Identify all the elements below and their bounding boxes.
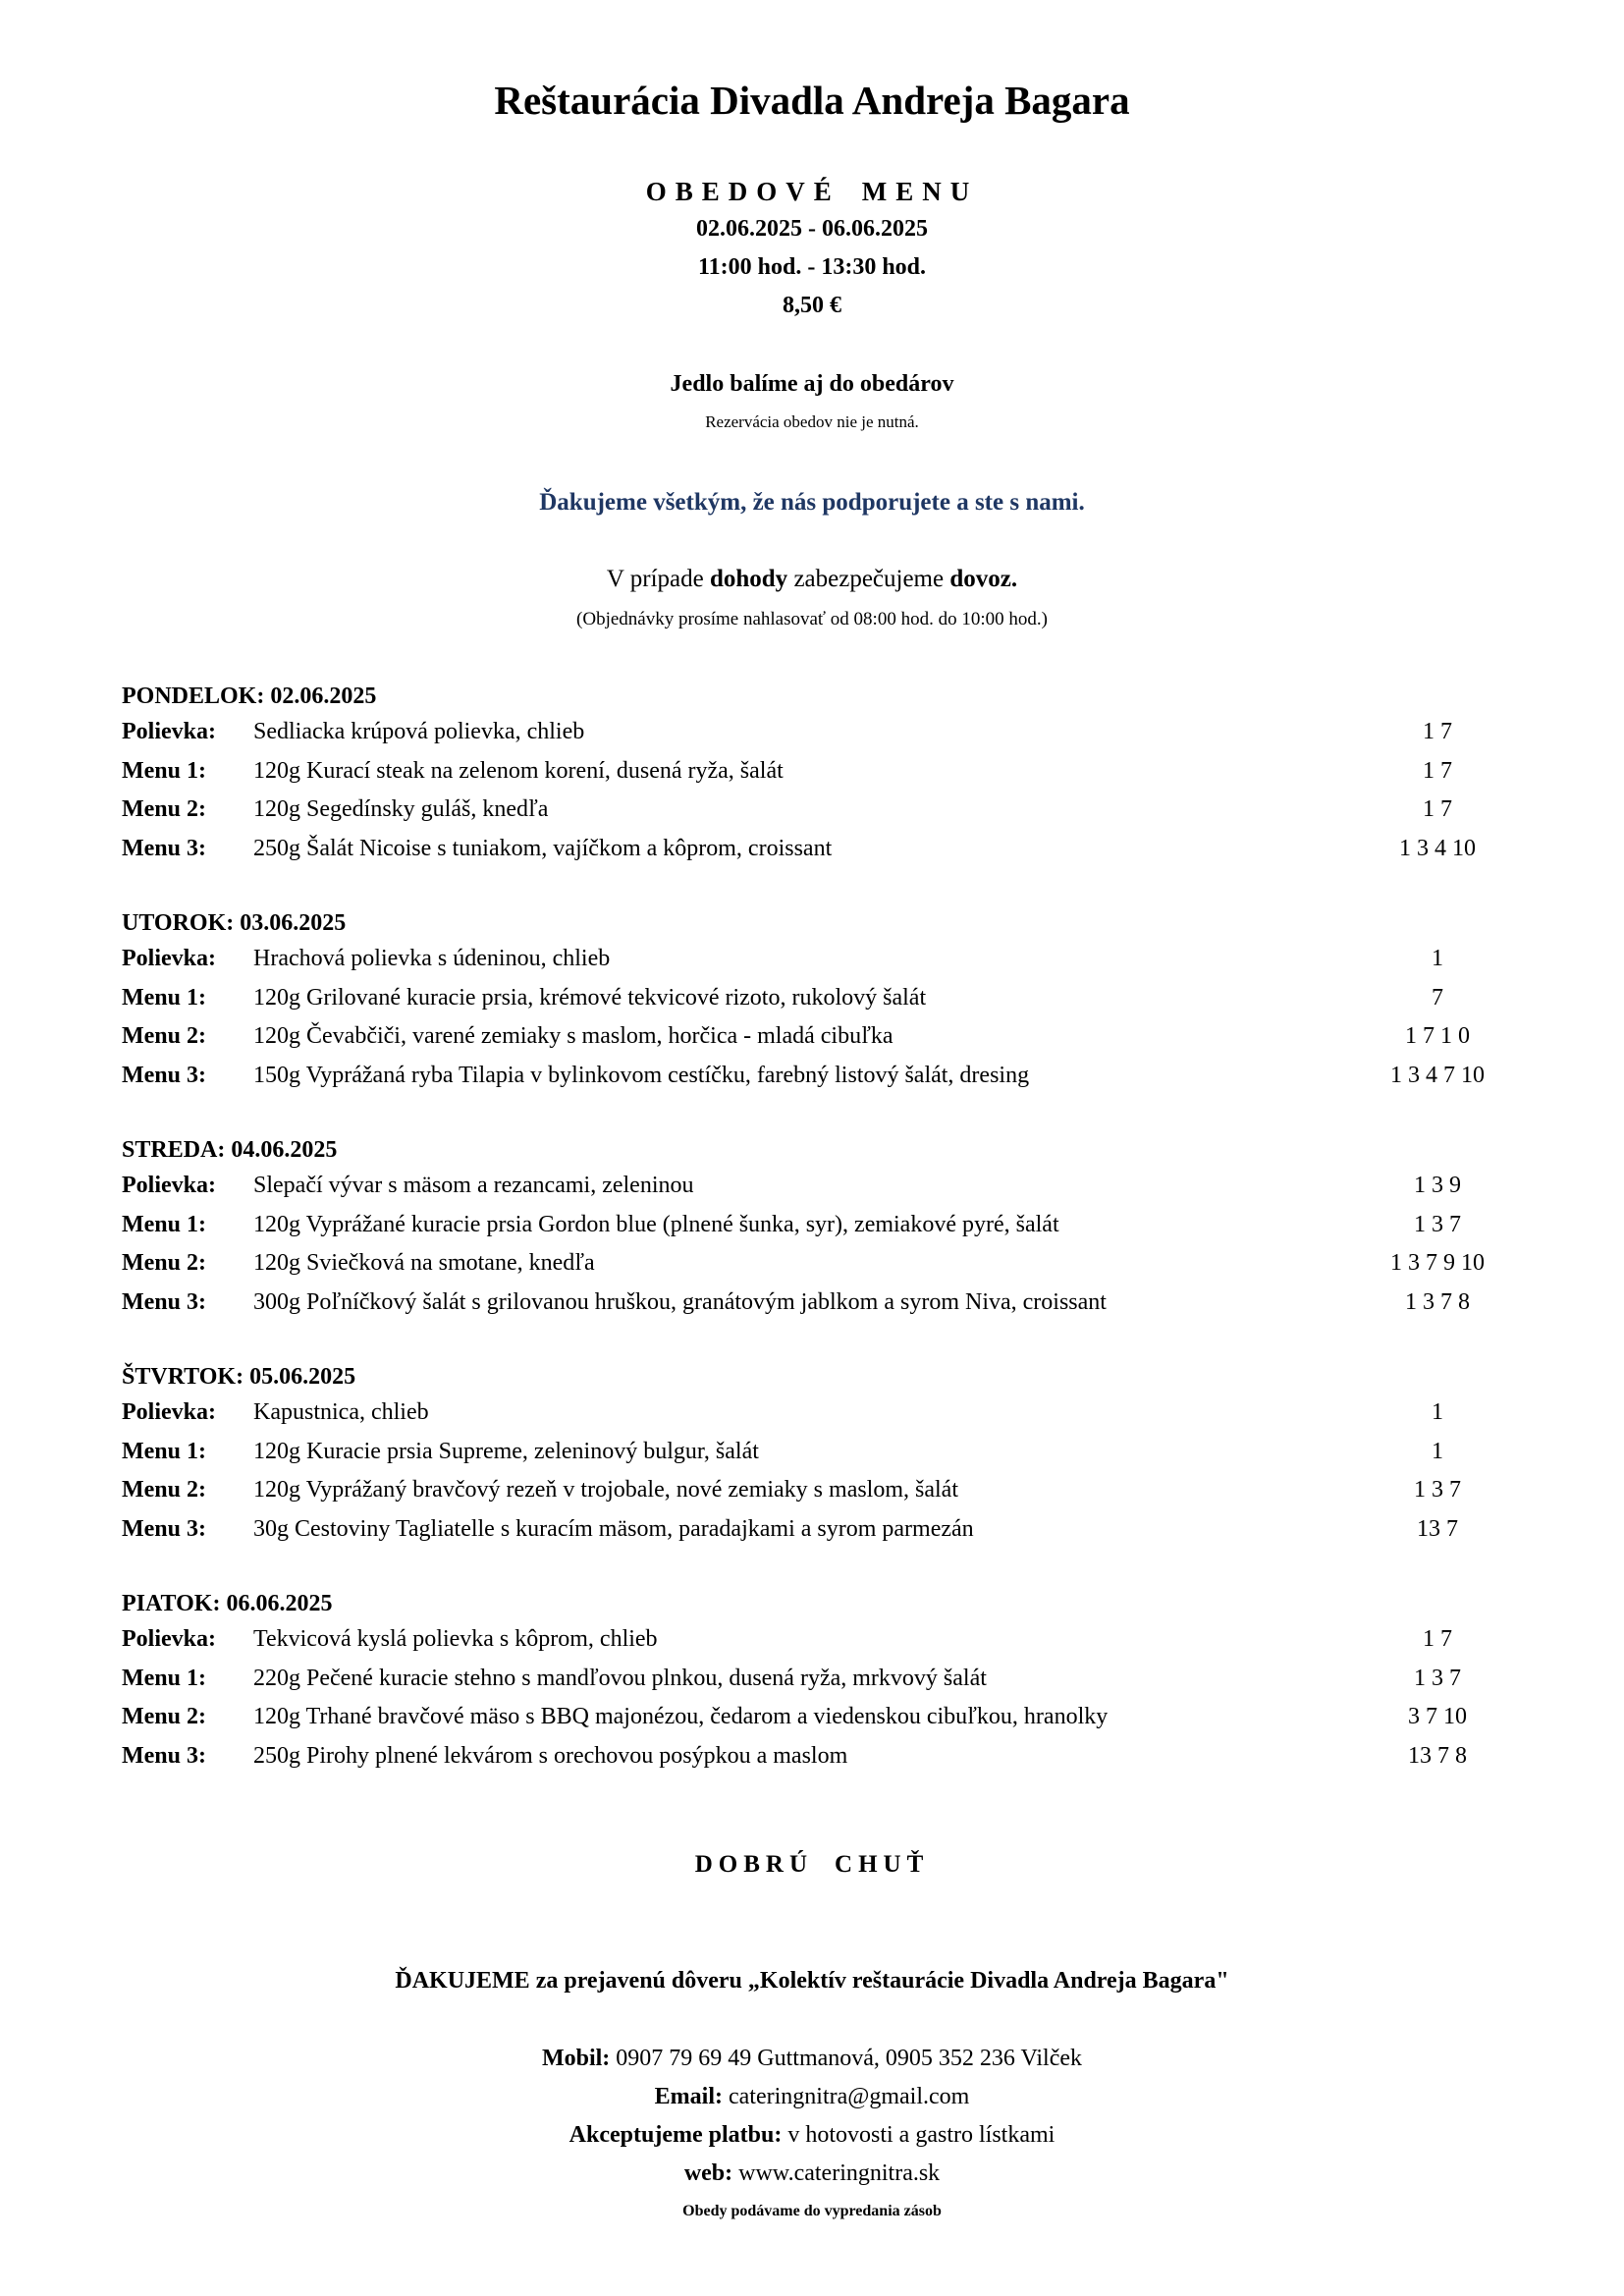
menu-row: [122, 1206, 1536, 1245]
allergens: 1 7 1 0: [1405, 1023, 1470, 1049]
menu-heading: [0, 177, 1624, 207]
dish-name: Sedliacka krúpová polievka, chlieb: [253, 719, 585, 744]
mobile-label: Mobil:: [541, 2046, 611, 2071]
row-label: Menu 2:: [122, 1023, 206, 1049]
orders-note: (Objednávky prosíme nahlasovať od 08:00 hod. do 10:00 hod.): [576, 609, 1048, 629]
dish-name: 120g Vyprážané kuracie prsia Gordon blue (plnené šunka, syr), zemiakové pyré, šalát: [253, 1211, 1059, 1237]
dish-name: Slepačí vývar s mäsom a rezancami, zeleninou: [253, 1173, 694, 1198]
web-value: www.cateringnitra.sk: [732, 2160, 941, 2186]
menu-row: [122, 1433, 1536, 1472]
dish-name: 120g Čevabčiči, varené zemiaky s maslom, horčica - mladá cibuľka: [253, 1023, 893, 1049]
allergens: 1 3 4 7 10: [1390, 1062, 1485, 1088]
payment-label: Akceptujeme platbu:: [568, 2122, 783, 2148]
row-label: Polievka:: [122, 946, 216, 971]
payment-value: v hotovosti a gastro lístkami: [782, 2122, 1056, 2148]
delivery-bold-1: dohody: [709, 566, 788, 592]
web-contact: [0, 2160, 1624, 2187]
delivery-text-2: zabezpečujeme: [787, 566, 950, 592]
day-title: STREDA: 04.06.2025: [122, 1137, 338, 1163]
delivery-note: [0, 566, 1624, 593]
menu-row: [122, 1167, 1536, 1206]
row-label: Polievka:: [122, 1173, 216, 1198]
row-label: Menu 1:: [122, 984, 206, 1011]
opening-hours: 11:00 hod. - 13:30 hod.: [697, 254, 927, 280]
dish-name: 120g Sviečková na smotane, knedľa: [253, 1250, 595, 1276]
allergens: 1 3 7 9 10: [1390, 1250, 1485, 1276]
allergens: 1 3 4 10: [1399, 835, 1476, 861]
packing-note: Jedlo balíme aj do obedárov: [670, 371, 954, 397]
email-value: cateringnitra@gmail.com: [722, 2084, 970, 2109]
row-label: Menu 2:: [122, 1250, 206, 1276]
row-label: Polievka:: [122, 1626, 216, 1652]
reservation-note: Rezervácia obedov nie je nutná.: [705, 412, 919, 431]
allergens: 1 7: [1423, 796, 1452, 822]
menu-row: [122, 1244, 1536, 1284]
row-label: Menu 2:: [122, 1477, 206, 1503]
menu-row: [122, 830, 1536, 869]
restaurant-title: Reštaurácia Divadla Andreja Bagara: [494, 78, 1130, 123]
menu-row: [122, 791, 1536, 830]
menu-row: [122, 1737, 1536, 1777]
menu-heading-word-1: OBEDOVÉ: [645, 177, 840, 206]
row-label: Menu 2:: [122, 796, 206, 822]
day-section: [122, 1588, 1536, 1776]
row-label: Menu 3:: [122, 1062, 206, 1088]
dish-name: 250g Šalát Nicoise s tuniakom, vajíčkom a kôprom, croissant: [253, 835, 833, 861]
allergens: 1 3 7: [1414, 1211, 1461, 1237]
dish-name: 120g Segedínsky guláš, knedľa: [253, 796, 549, 822]
allergens: 1 3 7 8: [1405, 1288, 1470, 1315]
row-label: Menu 1:: [122, 757, 206, 784]
allergens: 13 7 8: [1408, 1742, 1467, 1769]
menu-row: [122, 1394, 1536, 1433]
menu-row: [122, 1284, 1536, 1323]
weekly-menu: [122, 681, 1536, 1815]
menu-row: [122, 1017, 1536, 1057]
menu-row: [122, 1057, 1536, 1096]
day-section: [122, 1134, 1536, 1322]
row-label: Menu 3:: [122, 1742, 206, 1769]
mobile-value: 0907 79 69 49 Guttmanová, 0905 352 236 Vilček: [610, 2046, 1083, 2071]
menu-heading-word-2: MENU: [861, 177, 979, 206]
delivery-text-1: V prípade: [606, 566, 710, 592]
allergens: 1 3 7: [1414, 1477, 1461, 1503]
dish-name: Kapustnica, chlieb: [253, 1399, 429, 1425]
payment-info: [0, 2122, 1624, 2149]
dish-name: Hrachová polievka s údeninou, chlieb: [253, 946, 611, 971]
day-section: [122, 907, 1536, 1095]
row-label: Menu 2:: [122, 1704, 206, 1729]
menu-row: [122, 1471, 1536, 1510]
allergens: 3 7 10: [1408, 1704, 1467, 1729]
email-contact: [0, 2084, 1624, 2110]
dish-name: 120g Vyprážaný bravčový rezeň v trojobale, nové zemiaky s maslom, šalát: [253, 1477, 958, 1503]
stock-note: Obedy podávame do vypredania zásob: [682, 2203, 942, 2219]
row-label: Menu 3:: [122, 1288, 206, 1315]
allergens: 7: [1432, 984, 1443, 1011]
web-label: web:: [683, 2160, 733, 2186]
dish-name: 30g Cestoviny Tagliatelle s kuracím mäsom, paradajkami a syrom parmezán: [253, 1515, 974, 1542]
dish-name: Tekvicová kyslá polievka s kôprom, chlieb: [253, 1626, 658, 1652]
date-range: 02.06.2025 - 06.06.2025: [696, 216, 928, 242]
allergens: 13 7: [1417, 1515, 1458, 1542]
bon-appetit: [0, 1851, 1624, 1879]
dish-name: 300g Poľníčkový šalát s grilovanou hruškou, granátovým jablkom a syrom Niva, croissant: [253, 1288, 1107, 1315]
allergens: 1 3 9: [1414, 1173, 1461, 1198]
row-label: Menu 1:: [122, 1211, 206, 1237]
allergens: 1: [1432, 1399, 1443, 1425]
allergens: 1 7: [1423, 757, 1452, 784]
day-title: PIATOK: 06.06.2025: [122, 1591, 333, 1616]
row-label: Menu 1:: [122, 1438, 206, 1464]
day-section: [122, 681, 1536, 868]
allergens: 1 7: [1423, 1626, 1452, 1652]
allergens: 1 3 7: [1414, 1665, 1461, 1691]
menu-row: [122, 713, 1536, 752]
row-label: Menu 3:: [122, 1515, 206, 1542]
day-section: [122, 1361, 1536, 1549]
bon-appetit-word-1: DOBRÚ: [694, 1851, 814, 1878]
dish-name: 250g Pirohy plnené lekvárom s orechovou posýpkou a maslom: [253, 1742, 848, 1769]
dish-name: 120g Grilované kuracie prsia, krémové tekvicové rizoto, rukolový šalát: [253, 984, 927, 1011]
menu-row: [122, 1698, 1536, 1737]
row-label: Menu 3:: [122, 835, 206, 861]
footer-thanks: ĎAKUJEME za prejavenú dôveru „Kolektív reštaurácie Divadla Andreja Bagara": [395, 1968, 1229, 1994]
menu-row: [122, 979, 1536, 1018]
bon-appetit-word-2: CHUŤ: [835, 1851, 930, 1878]
menu-row: [122, 1510, 1536, 1550]
menu-row: [122, 1660, 1536, 1699]
dish-name: 120g Kuracie prsia Supreme, zeleninový bulgur, šalát: [253, 1438, 759, 1464]
allergens: 1 7: [1423, 719, 1452, 744]
dish-name: 120g Kurací steak na zelenom korení, dusená ryža, šalát: [253, 757, 784, 784]
dish-name: 150g Vyprážaná ryba Tilapia v bylinkovom cestíčku, farebný listový šalát, dresing: [253, 1062, 1030, 1088]
allergens: 1: [1432, 946, 1443, 971]
thanks-message: Ďakujeme všetkým, že nás podporujete a ste s nami.: [539, 489, 1085, 516]
menu-row: [122, 752, 1536, 792]
allergens: 1: [1432, 1438, 1443, 1464]
menu-row: [122, 1620, 1536, 1660]
row-label: Polievka:: [122, 1399, 216, 1425]
menu-price: 8,50 €: [783, 293, 841, 318]
mobile-contact: [0, 2046, 1624, 2072]
delivery-bold-2: dovoz.: [949, 566, 1018, 592]
row-label: Menu 1:: [122, 1665, 206, 1691]
day-title: ŠTVRTOK: 05.06.2025: [122, 1364, 356, 1390]
menu-row: [122, 940, 1536, 979]
day-title: UTOROK: 03.06.2025: [122, 910, 347, 936]
email-label: Email:: [654, 2084, 723, 2109]
dish-name: 220g Pečené kuracie stehno s mandľovou plnkou, dusená ryža, mrkvový šalát: [253, 1665, 987, 1691]
day-title: PONDELOK: 02.06.2025: [122, 683, 377, 709]
dish-name: 120g Trhané bravčové mäso s BBQ majonézou, čedarom a viedenskou cibuľkou, hranolky: [253, 1704, 1109, 1729]
row-label: Polievka:: [122, 719, 216, 744]
